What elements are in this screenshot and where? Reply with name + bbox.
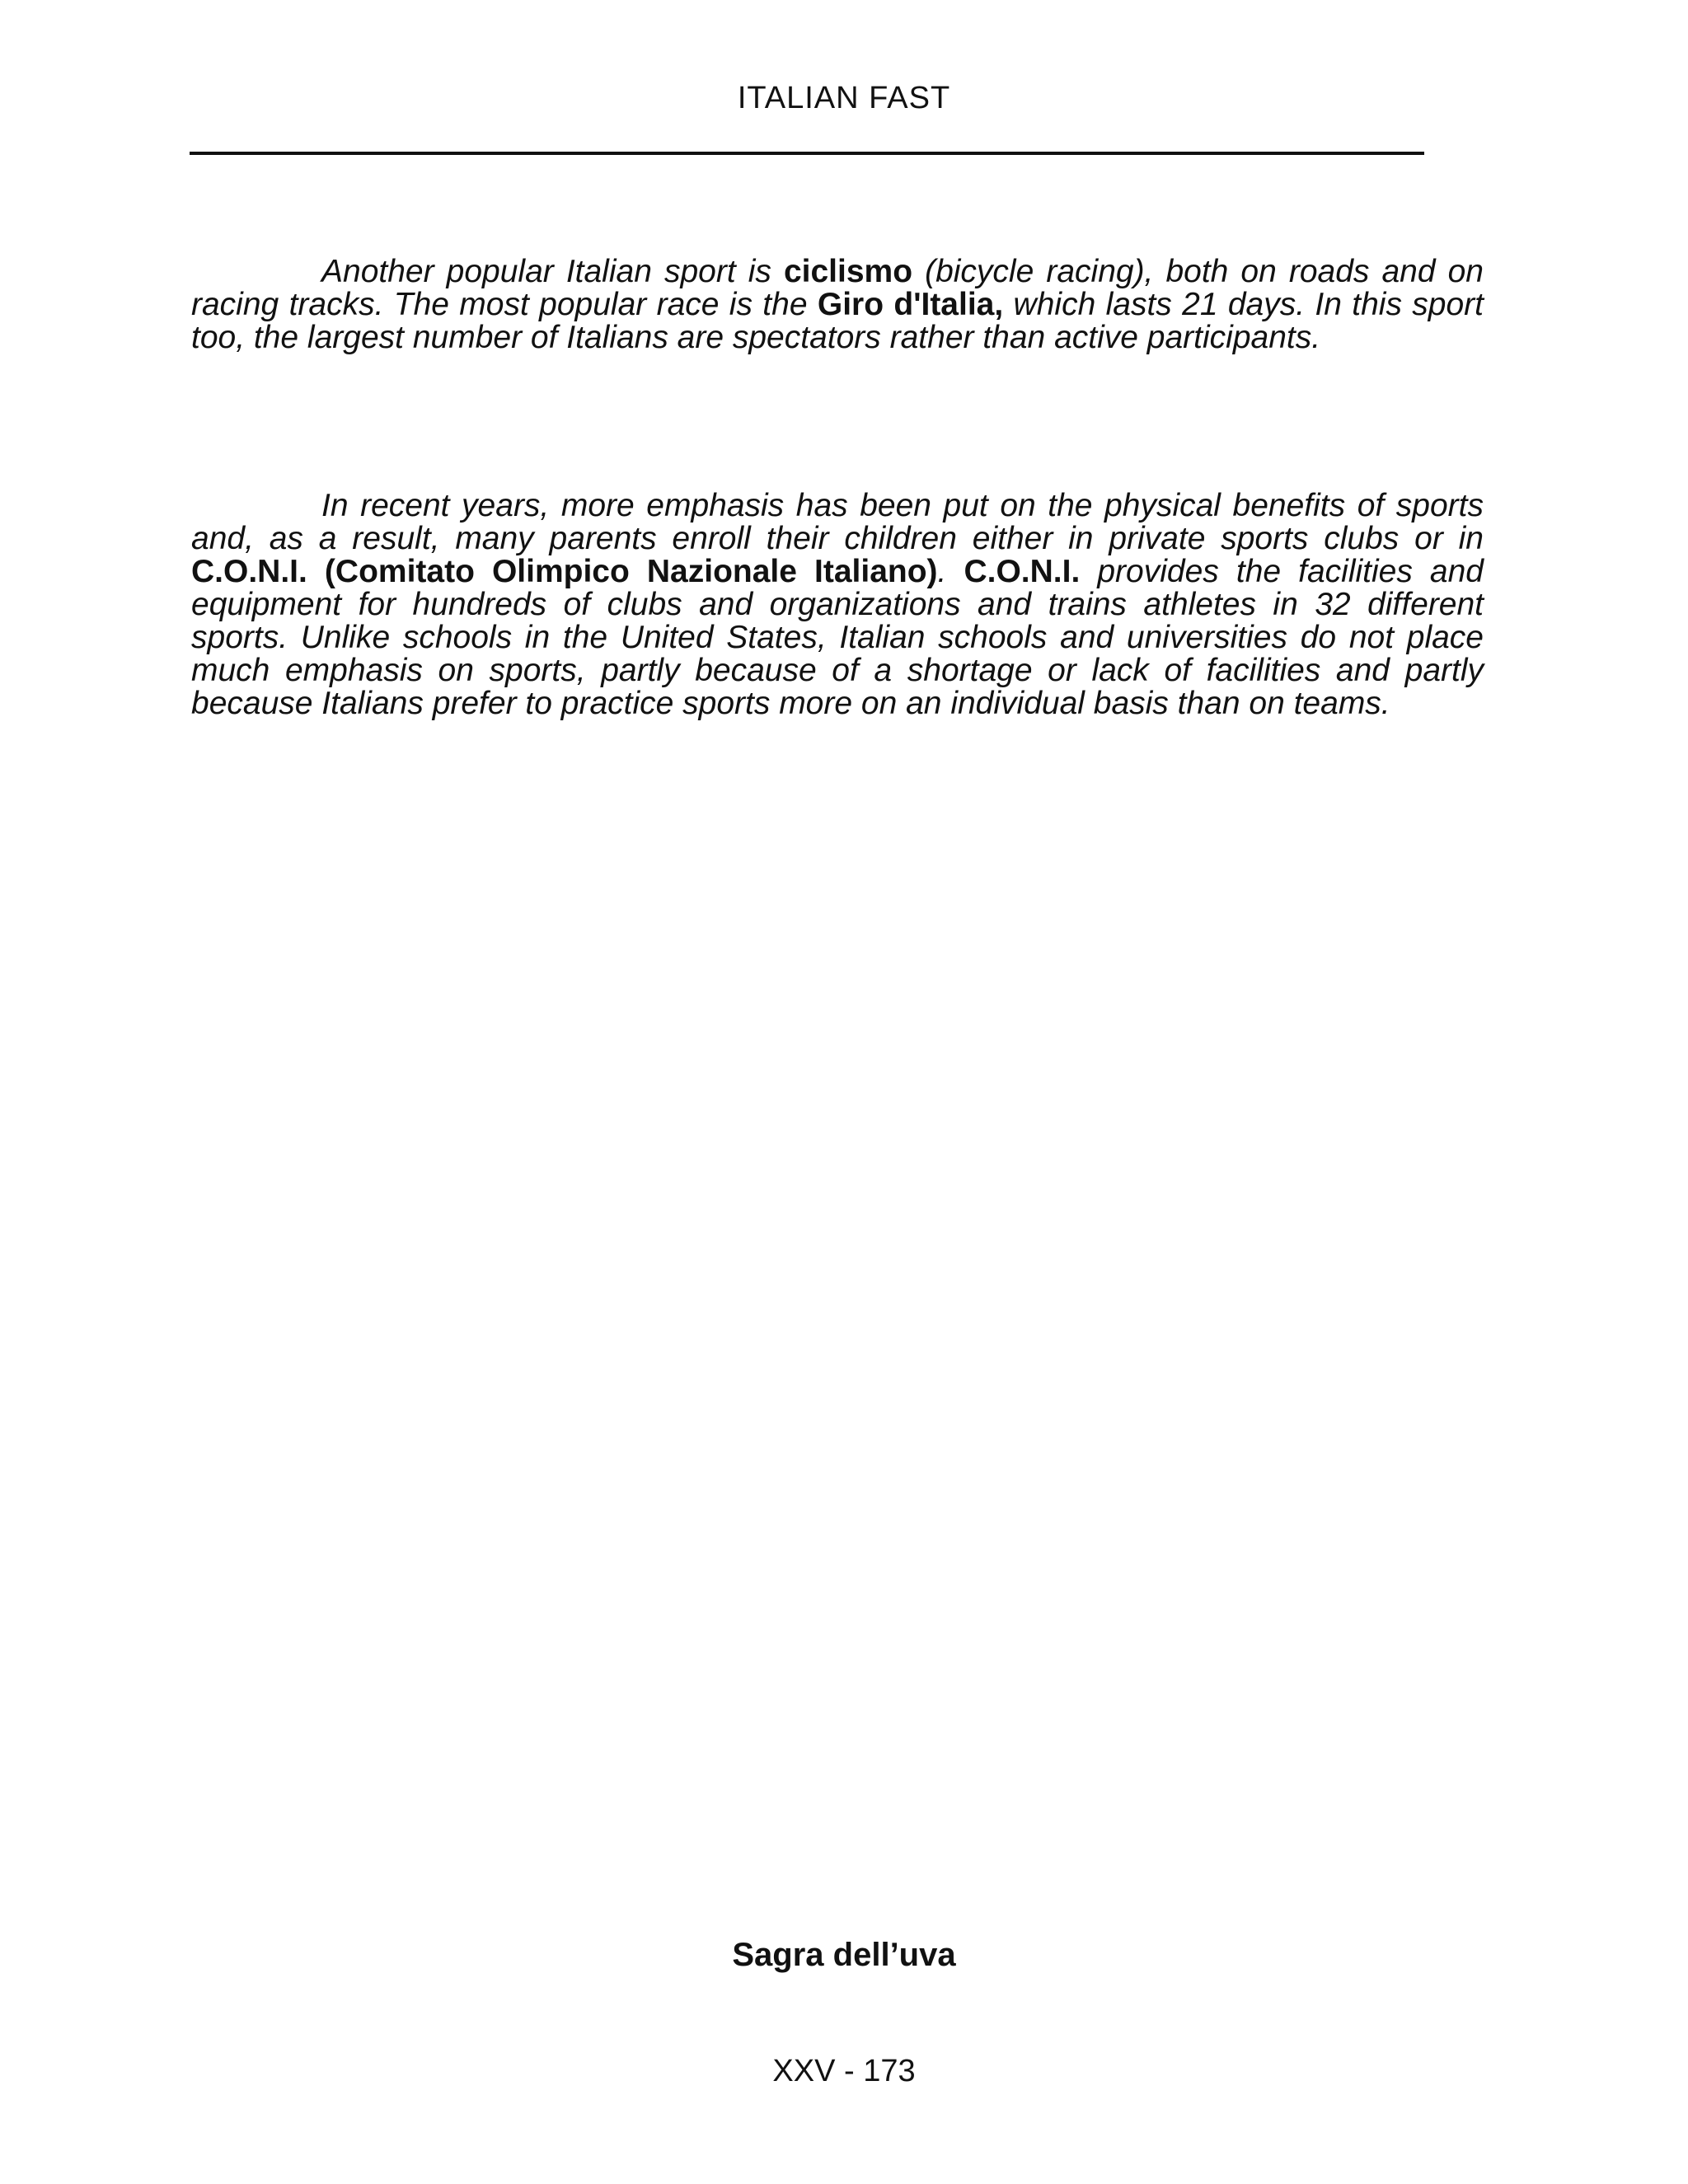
- header-rule: [190, 152, 1424, 155]
- paragraph-text: which lasts 21 days. In this sport too, the largest number of Italians are spectators rather than active participants.: [191, 287, 1484, 355]
- term-ciclismo: ciclismo: [783, 254, 913, 289]
- term-coni: C.O.N.I.: [191, 554, 307, 589]
- paragraph-text: In recent years, more emphasis has been put on the physical benefits of sports and, as a result, many parents enroll their children either in private sports clubs or in: [191, 488, 1484, 556]
- paragraph-text: (bicycle racing), both on roads and on racing tracks. The most popular race is the: [191, 254, 1484, 322]
- term-coni-full-name: (Comitato Olimpico Nazionale Italiano): [324, 554, 938, 589]
- page-header-title: ITALIAN FAST: [737, 81, 951, 115]
- paragraph-text: .: [937, 554, 964, 589]
- page-number: XXV - 173: [772, 2054, 916, 2088]
- term-coni: C.O.N.I.: [964, 554, 1081, 589]
- paragraph-text: provides the facilities and equipment for hundreds of clubs and organizations and trains athletes in 32 different sports. Unlike schools in the United States, Italian schools and universities do not place much emphasis on sports, partly because of a shortage or lack of facilities and partly because Italians prefer to practice sports more on an individual basis than on teams.: [191, 554, 1484, 721]
- section-caption: Sagra dell’uva: [732, 1937, 956, 1973]
- paragraph-text: [307, 554, 325, 589]
- paragraph-text: Another popular Italian sport is: [321, 254, 784, 289]
- paragraph-coni: [191, 490, 1484, 720]
- paragraph-cycling: [191, 255, 1484, 354]
- term-giro-ditalia: Giro d'Italia,: [817, 287, 1004, 322]
